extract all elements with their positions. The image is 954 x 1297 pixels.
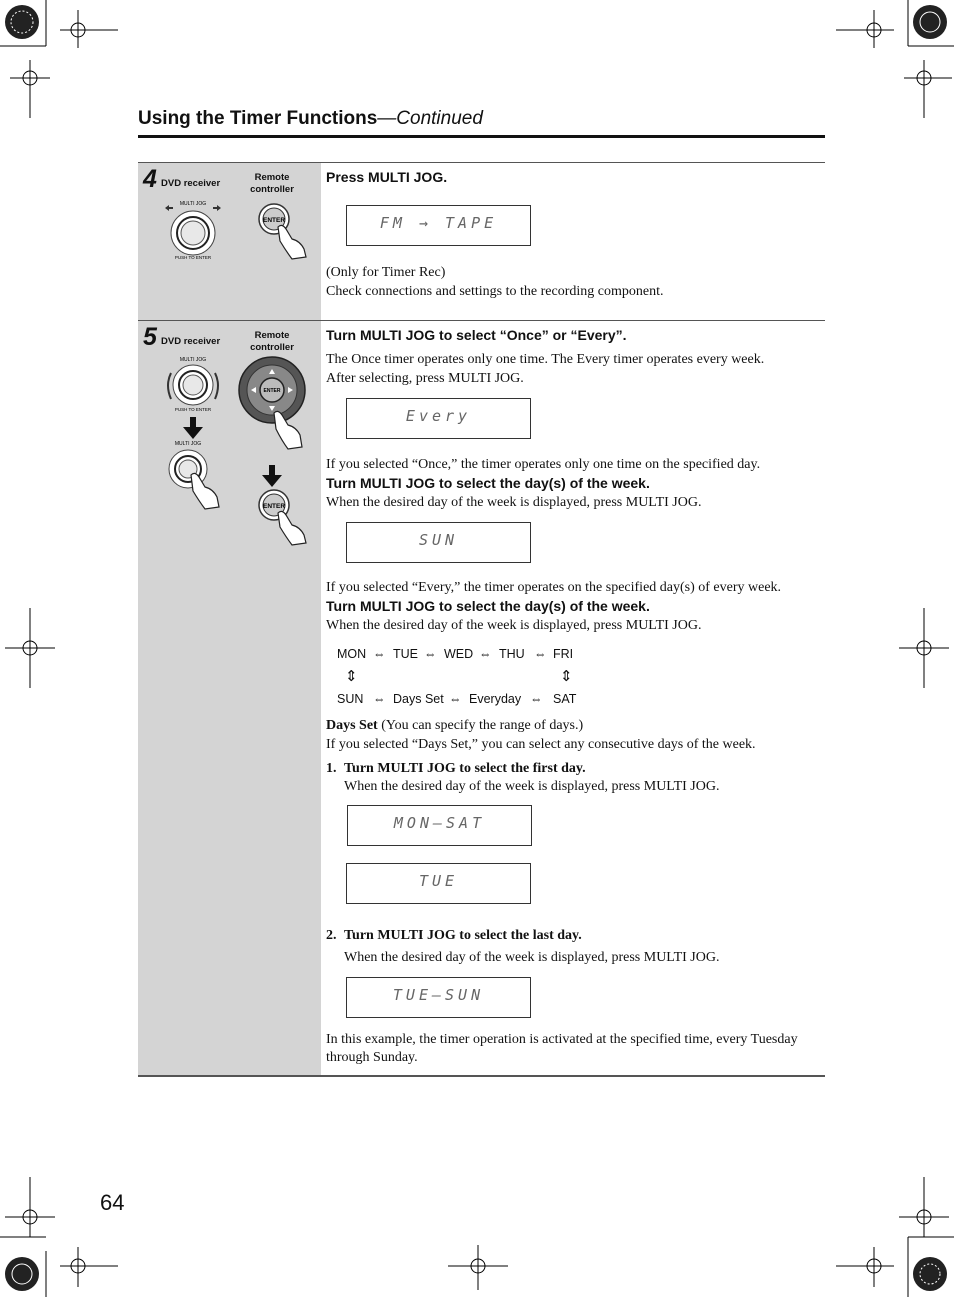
days-set-line	[326, 716, 583, 735]
item-2-number: 2.	[326, 928, 337, 943]
step-5	[138, 320, 825, 1075]
knob-label: MULTI JOG	[179, 357, 207, 363]
multi-jog-knob-turn-icon	[163, 355, 223, 420]
remote-dpad-icon	[238, 355, 310, 460]
arrow-h: ⇔	[373, 647, 386, 661]
arrow-h: ⇔	[424, 647, 437, 661]
step-5-illustration-panel	[138, 321, 321, 1075]
arrow-h: ⇔	[530, 692, 543, 706]
step-4-note-2: Check connections and settings to the recording component.	[326, 284, 664, 299]
registration-mark-bottom-right	[834, 1177, 954, 1297]
item-2-body: When the desired day of the week is displayed, press MULTI JOG.	[344, 950, 720, 965]
remote-label: Remote controller	[250, 330, 294, 353]
lcd-display-mon-sat	[347, 805, 532, 846]
remote-label: Remote controller	[250, 172, 294, 195]
lcd-display-text: MON–SAT	[393, 814, 486, 832]
example-line-1: In this example, the timer operation is activated at the specified time, every Tuesday	[326, 1032, 798, 1047]
option-everyday: Everyday	[469, 692, 522, 706]
remote-enter-press-icon	[256, 487, 312, 552]
step-4-content	[326, 163, 825, 320]
step-5-content	[326, 321, 825, 1075]
step-4-note-1: (Only for Timer Rec)	[326, 265, 446, 280]
bottom-rule	[138, 1075, 825, 1077]
page-title-text: Using the Timer Functions	[138, 108, 378, 129]
step-4-illustration-panel	[138, 163, 321, 320]
arrow-h: ⇔	[449, 692, 462, 706]
arrow-h: ⇔	[534, 647, 547, 661]
option-days-set: Days Set	[393, 692, 444, 706]
every-body: When the desired day of the week is displayed, press MULTI JOG.	[326, 618, 702, 633]
lcd-display-text: TUE–SUN	[392, 986, 485, 1004]
page-number: 64	[100, 1190, 125, 1215]
arrow-h: ⇔	[479, 647, 492, 661]
day-fri: FRI	[553, 647, 574, 661]
step-5-para-1: The Once timer operates only one time. The Every timer operates every week.	[326, 352, 765, 367]
registration-mark-mid-right	[894, 608, 954, 688]
registration-mark-top-right	[834, 0, 954, 120]
item-2-heading: Turn MULTI JOG to select the last day.	[344, 928, 582, 943]
registration-mark-mid-left	[0, 608, 60, 688]
lcd-display-tue	[346, 863, 531, 904]
lcd-display-text: TUE	[418, 872, 459, 890]
lcd-display-every	[346, 398, 531, 439]
device-label: DVD receiver	[161, 178, 221, 189]
step-5-para-2: After selecting, press MULTI JOG.	[326, 371, 524, 386]
day-thu: THU	[499, 647, 525, 661]
lcd-display-tue-sun	[346, 977, 531, 1018]
page-title-continued: —Continued	[377, 108, 483, 129]
enter-label: ENTER	[262, 503, 286, 510]
item-1-number: 1.	[326, 761, 337, 776]
multi-jog-knob-press-icon	[163, 439, 225, 516]
every-text: If you selected “Every,” the timer operates on the specified day(s) of every week.	[326, 580, 782, 595]
day-sat: SAT	[553, 692, 577, 706]
step-4	[138, 162, 825, 320]
days-set-desc: (You can specify the range of days.)	[377, 718, 584, 733]
push-label: PUSH TO ENTER	[174, 407, 212, 412]
push-label: PUSH TO ENTER	[174, 255, 212, 260]
day-tue: TUE	[393, 647, 418, 661]
arrow-h: ⇔	[373, 692, 386, 706]
device-label: DVD receiver	[161, 336, 221, 347]
item-1-body: When the desired day of the week is displayed, press MULTI JOG.	[344, 779, 720, 794]
lcd-display-sun	[346, 522, 531, 563]
example-line-2: through Sunday.	[326, 1050, 418, 1065]
header-rule	[138, 135, 825, 138]
lcd-display	[346, 205, 531, 246]
page-title	[138, 108, 825, 130]
page-header	[138, 108, 825, 130]
knob-label: MULTI JOG	[174, 441, 202, 447]
knob-label: MULTI JOG	[179, 201, 207, 207]
once-text: If you selected “Once,” the timer operates only one time on the specified day.	[326, 457, 761, 472]
arrow-v-right: ⇕	[560, 668, 573, 685]
arrow-v-left: ⇕	[345, 668, 358, 685]
once-heading: Turn MULTI JOG to select the day(s) of the week.	[326, 475, 650, 491]
day-mon: MON	[337, 647, 367, 661]
days-set-label: Days Set	[326, 718, 378, 733]
multi-jog-knob-icon	[163, 199, 223, 266]
item-1-heading: Turn MULTI JOG to select the first day.	[344, 761, 586, 776]
step-5-heading: Turn MULTI JOG to select “Once” or “Every”.	[326, 327, 627, 343]
lcd-display-text: FM → TAPE	[379, 214, 498, 232]
enter-label: ENTER	[263, 388, 281, 394]
lcd-display-text: SUN	[418, 531, 459, 549]
lcd-display-text: Every	[405, 407, 472, 425]
enter-label: ENTER	[262, 217, 286, 224]
once-body: When the desired day of the week is displayed, press MULTI JOG.	[326, 495, 702, 510]
step-number: 4	[143, 165, 157, 193]
every-heading: Turn MULTI JOG to select the day(s) of the week.	[326, 598, 650, 614]
registration-mark-top-left	[0, 0, 120, 120]
day-wed: WED	[444, 647, 474, 661]
days-set-body: If you selected “Days Set,” you can select any consecutive days of the week.	[326, 737, 756, 752]
day-sun: SUN	[337, 692, 364, 706]
step-4-heading: Press MULTI JOG.	[326, 169, 448, 185]
remote-enter-press-icon	[256, 201, 312, 266]
step-number: 5	[143, 323, 157, 351]
registration-mark-bottom-center	[448, 1240, 508, 1297]
